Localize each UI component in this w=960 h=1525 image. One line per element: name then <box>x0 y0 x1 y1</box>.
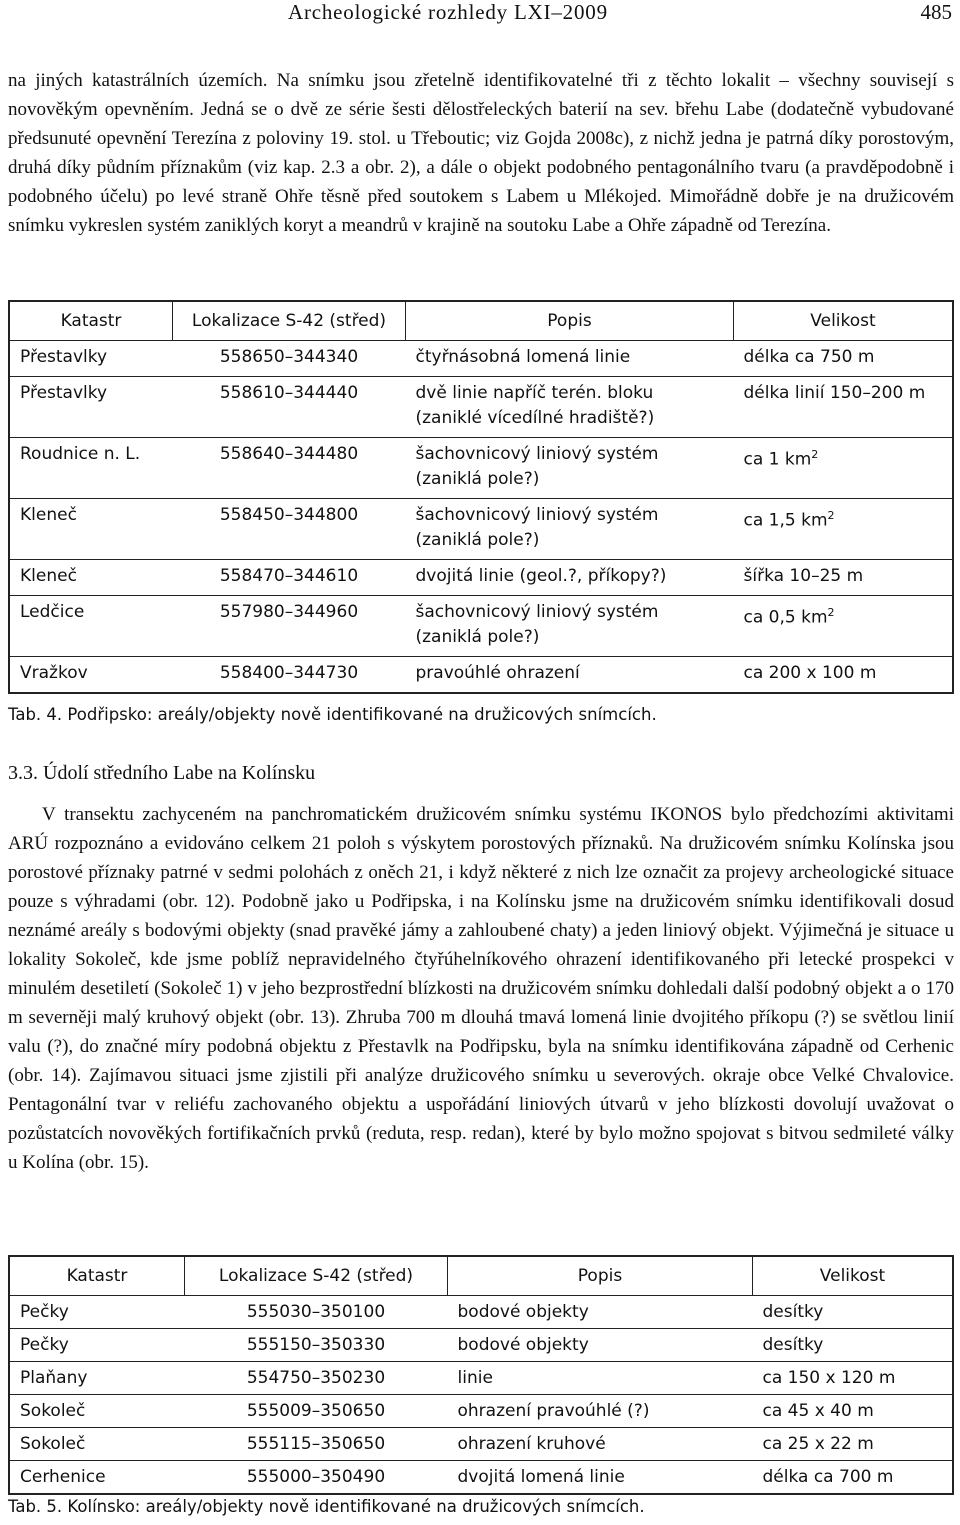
cell-katastr <box>9 1329 185 1362</box>
table-row <box>9 341 953 377</box>
cell-lokalizace <box>185 1428 448 1461</box>
col-header-velikost: Velikost <box>753 1256 954 1296</box>
cell-katastr <box>9 377 173 438</box>
cell-katastr <box>9 1461 185 1495</box>
cell-katastr <box>9 1362 185 1395</box>
cell-popis-text: šachovnicový liniový systém (zaniklá pole?) <box>415 505 659 550</box>
cell-velikost-text: délka ca 700 m <box>762 1467 894 1487</box>
unit-exponent: 2 <box>827 509 835 522</box>
cell-popis-text: čtyřnásobná lomená linie <box>415 347 631 367</box>
section-heading: 3.3. Údolí středního Labe na Kolínsku <box>8 762 316 784</box>
cell-katastr-text: Kleneč <box>20 505 77 525</box>
body-paragraph-1: na jiných katastrálních územích. Na snímku jsou zřetelně identifikovatelné tři z těchto lokalit – všechny souvisejí s novověkým opevněním. Jedná se o dvě ze série šesti dělostřeleckých baterií na sev. břehu Labe (dodatečně vybudované předsunuté opevnění Terezína z poloviny 19. stol. u Třeboutic; viz Gojda 2008c), z nichž jedna je patrná díky porostovým, druhá díky půdním příznakům (viz kap. 2.3 a obr. 2), a dále o objekt podobného pentagonálního tvaru (a pravděpodobně i podobného účelu) po levé straně Ohře těsně před soutokem s Labem u Mlékojed. Mimořádně dobře je na družicovém snímku vykreslen systém zaniklých koryt a meandrů v krajině na soutoku Labe a Ohře západně od Terezína. <box>8 70 954 236</box>
cell-katastr <box>9 438 173 499</box>
cell-popis <box>448 1362 753 1395</box>
table-row <box>9 596 953 657</box>
cell-velikost <box>734 596 954 657</box>
cell-velikost-text: ca 1,5 km <box>743 510 828 531</box>
cell-velikost <box>753 1395 954 1428</box>
cell-katastr <box>9 1395 185 1428</box>
cell-katastr <box>9 596 173 657</box>
cell-katastr-text: Roudnice n. L. <box>20 444 141 464</box>
cell-lokalizace-text: 558450–344800 <box>219 505 359 525</box>
cell-popis <box>406 377 734 438</box>
table-row <box>9 657 953 694</box>
table-row <box>9 1362 953 1395</box>
cell-velikost-text: ca 25 x 22 m <box>762 1434 874 1454</box>
cell-popis <box>448 1329 753 1362</box>
table-row <box>9 560 953 596</box>
cell-lokalizace <box>173 499 406 560</box>
cell-velikost-text: desítky <box>762 1302 824 1322</box>
cell-lokalizace-text: 555115–350650 <box>246 1434 386 1454</box>
section-paragraph: V transektu zachyceném na panchromatickém družicovém snímku systému IKONOS bylo předchozími aktivitami ARÚ rozpoznáno a evidováno celkem 21 poloh s výskytem porostových příznaků. Na družicovém snímku Kolínska jsou porostové příznaky patrné v sedmi polohách z oněch 21, i když některé z nich lze označit za projevy archeologické situace pouze s výhradami (obr. 12). Podobně jako u Podřipska, i na Kolínsku jsme na družicovém snímku identifikovali dosud neznámé areály s bodovými objekty (snad pravěké jámy a zahloubené chaty) a jeden liniový objekt. Výjimečná je situace u lokality Sokoleč, kde jsme poblíž nepravidelného čtyřúhelníkového ohrazení identifikovaného při letecké prospekci v minulém desetiletí (Sokoleč 1) v jeho bezprostřední blízkosti na družicovém snímku dohledali další podobný objekt a o 170 m severněji malý kruhový objekt (obr. 13). Zhruba 700 m dlouhá tmavá lomená linie dvojitého příkopu (?) se světlou linií valu (?), do značné míry podobná objektu z Přestavlk na Podřipsku, byla na snímku identifikována západně od Cerhenic (obr. 14). Zajímavou situaci jsme zjistili při analýze družicového snímku u severových. okraje obce Velké Chvalovice. Pentagonální tvar v reliéfu zachovaného objektu a uspořádání liniových útvarů v jeho blízkosti dovolují uvažovat o pozůstatcích novověkých fortifikačních prvků (reduta, resp. redan), které by bylo možno spojovat s bitvou sedmileté války u Kolína (obr. 15). <box>8 804 954 1173</box>
cell-velikost-text: šířka 10–25 m <box>743 566 864 586</box>
table-5 <box>8 1255 954 1495</box>
cell-popis-text: ohrazení kruhové <box>457 1434 606 1454</box>
cell-lokalizace-text: 555000–350490 <box>246 1467 386 1487</box>
cell-katastr-text: Vražkov <box>20 663 88 683</box>
col-header-katastr: Katastr <box>9 301 173 341</box>
cell-lokalizace <box>185 1461 448 1495</box>
journal-title: Archeologické rozhledy LXI–2009 <box>288 0 608 24</box>
cell-lokalizace <box>173 657 406 694</box>
cell-katastr <box>9 499 173 560</box>
cell-lokalizace-text: 555030–350100 <box>246 1302 386 1322</box>
table-row <box>9 377 953 438</box>
unit-exponent: 2 <box>827 606 835 619</box>
cell-velikost <box>753 1362 954 1395</box>
cell-velikost <box>753 1296 954 1329</box>
cell-katastr-text: Kleneč <box>20 566 77 586</box>
cell-katastr-text: Sokoleč <box>20 1401 86 1421</box>
cell-popis <box>406 596 734 657</box>
cell-popis <box>406 341 734 377</box>
cell-velikost-text: ca 150 x 120 m <box>762 1368 896 1388</box>
cell-popis-text: linie <box>457 1368 493 1388</box>
cell-velikost-text: ca 1 km <box>743 449 812 470</box>
cell-popis <box>448 1395 753 1428</box>
cell-velikost <box>753 1329 954 1362</box>
cell-popis <box>448 1428 753 1461</box>
col-header-popis: Popis <box>448 1256 753 1296</box>
cell-katastr <box>9 560 173 596</box>
cell-lokalizace-text: 558640–344480 <box>219 444 359 464</box>
cell-katastr-text: Sokoleč <box>20 1434 86 1454</box>
cell-katastr-text: Přestavlky <box>20 347 108 367</box>
cell-velikost-text: ca 45 x 40 m <box>762 1401 874 1421</box>
col-header-lokalizace: Lokalizace S-42 (střed) <box>173 301 406 341</box>
cell-velikost <box>734 560 954 596</box>
cell-popis <box>406 499 734 560</box>
cell-popis-text: dvojitá lomená linie <box>457 1467 625 1487</box>
cell-katastr-text: Plaňany <box>20 1368 88 1388</box>
cell-popis-text: dvojitá linie (geol.?, příkopy?) <box>415 566 667 586</box>
cell-katastr-text: Pečky <box>20 1302 69 1322</box>
cell-velikost <box>753 1428 954 1461</box>
page-header <box>0 0 960 30</box>
table-row <box>9 1428 953 1461</box>
cell-popis-text: dvě linie napříč terén. bloku (zaniklé vícedílné hradiště?) <box>415 383 655 428</box>
cell-lokalizace <box>173 560 406 596</box>
cell-velikost-text: délka ca 750 m <box>743 347 875 367</box>
table-row <box>9 1329 953 1362</box>
cell-velikost <box>734 657 954 694</box>
table-row <box>9 1395 953 1428</box>
table-header-row <box>9 1256 953 1296</box>
col-header-popis: Popis <box>406 301 734 341</box>
table-row <box>9 499 953 560</box>
cell-lokalizace-text: 555009–350650 <box>246 1401 386 1421</box>
cell-velikost <box>734 499 954 560</box>
table-row <box>9 1461 953 1495</box>
col-header-lokalizace: Lokalizace S-42 (střed) <box>185 1256 448 1296</box>
cell-popis <box>448 1461 753 1495</box>
table-row <box>9 438 953 499</box>
cell-lokalizace-text: 558400–344730 <box>219 663 359 683</box>
cell-lokalizace <box>185 1296 448 1329</box>
cell-lokalizace <box>173 377 406 438</box>
cell-katastr <box>9 1428 185 1461</box>
cell-lokalizace <box>185 1329 448 1362</box>
cell-popis-text: šachovnicový liniový systém (zaniklá pole?) <box>415 602 659 647</box>
col-header-velikost: Velikost <box>734 301 954 341</box>
table-row <box>9 1296 953 1329</box>
cell-katastr <box>9 341 173 377</box>
table-4 <box>8 300 954 694</box>
cell-velikost-text: délka linií 150–200 m <box>743 383 926 403</box>
cell-lokalizace-text: 554750–350230 <box>246 1368 386 1388</box>
cell-velikost <box>734 377 954 438</box>
cell-popis-text: bodové objekty <box>457 1302 589 1322</box>
cell-popis <box>448 1296 753 1329</box>
cell-lokalizace <box>185 1362 448 1395</box>
cell-velikost <box>734 438 954 499</box>
cell-lokalizace-text: 558650–344340 <box>219 347 359 367</box>
cell-popis <box>406 560 734 596</box>
cell-lokalizace-text: 555150–350330 <box>246 1335 386 1355</box>
cell-popis-text: bodové objekty <box>457 1335 589 1355</box>
cell-katastr-text: Ledčice <box>20 602 85 622</box>
cell-velikost-text: ca 200 x 100 m <box>743 663 877 683</box>
cell-lokalizace <box>185 1395 448 1428</box>
cell-velikost <box>753 1461 954 1495</box>
cell-velikost-text: ca 0,5 km <box>743 607 828 628</box>
cell-popis-text: ohrazení pravoúhlé (?) <box>457 1401 650 1421</box>
unit-exponent: 2 <box>811 448 819 461</box>
cell-lokalizace <box>173 438 406 499</box>
cell-velikost <box>734 341 954 377</box>
cell-lokalizace-text: 557980–344960 <box>219 602 359 622</box>
cell-katastr <box>9 657 173 694</box>
cell-popis <box>406 438 734 499</box>
cell-lokalizace-text: 558470–344610 <box>219 566 359 586</box>
table-4-caption: Tab. 4. Podřipsko: areály/objekty nově identifikované na družicových snímcích. <box>8 705 657 724</box>
cell-popis <box>406 657 734 694</box>
cell-katastr-text: Cerhenice <box>20 1467 106 1487</box>
cell-velikost-text: desítky <box>762 1335 824 1355</box>
table-header-row <box>9 301 953 341</box>
cell-popis-text: pravoúhlé ohrazení <box>415 663 580 683</box>
col-header-katastr: Katastr <box>9 1256 185 1296</box>
cell-katastr-text: Pečky <box>20 1335 69 1355</box>
table-5-caption: Tab. 5. Kolínsko: areály/objekty nově identifikované na družicových snímcích. <box>8 1497 645 1516</box>
page-number: 485 <box>920 0 952 24</box>
cell-lokalizace <box>173 341 406 377</box>
cell-katastr <box>9 1296 185 1329</box>
cell-lokalizace-text: 558610–344440 <box>219 383 359 403</box>
cell-lokalizace <box>173 596 406 657</box>
cell-popis-text: šachovnicový liniový systém (zaniklá pole?) <box>415 444 659 489</box>
cell-katastr-text: Přestavlky <box>20 383 108 403</box>
